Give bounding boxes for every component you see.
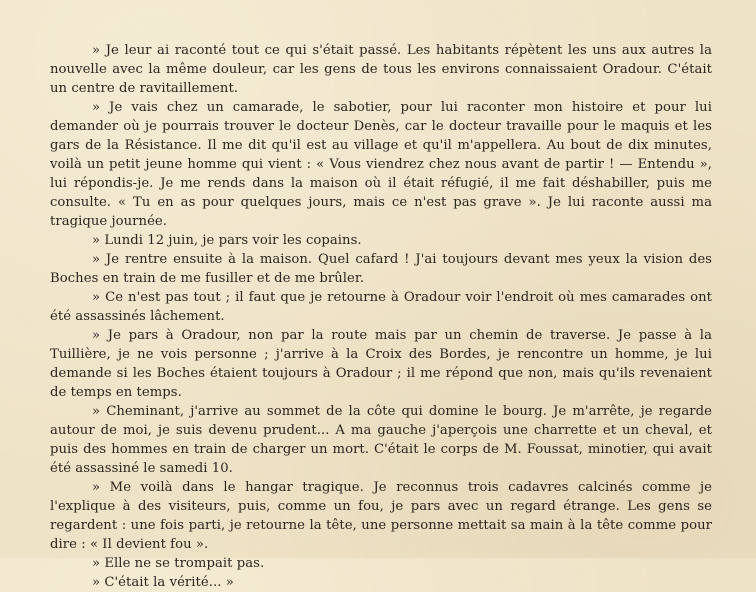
paragraph-4: » Je rentre ensuite à la maison. Quel cafard ! J'ai toujours devant mes yeux la vision des Boches en train de me fusiller et de me brûler.	[50, 252, 712, 286]
paragraph-7: » Cheminant, j'arrive au sommet de la côte qui domine le bourg. Je m'arrête, je regarde autour de moi, je suis devenu prudent... A ma gauche j'aperçois une charrette et un cheval, et puis des hommes en train de charger un mort. C'était le corps de M. Foussat, minotier, qui avait été assassiné le samedi 10.	[50, 404, 712, 476]
paragraph-10: » C'était la vérité... »	[92, 575, 234, 590]
paragraph-1: » Je leur ai raconté tout ce qui s'était passé. Les habitants répètent les uns aux autres la nouvelle avec la même douleur, car les gens de tous les environs connaissaient Oradour. C'était un centre de ravitaillement.	[50, 43, 712, 96]
paragraph-6: » Je pars à Oradour, non par la route mais par un chemin de traverse. Je passe à la Tuillière, je ne vois personne ; j'arrive à la Croix des Bordes, je rencontre un homme, je lui demande si les Boches étaient toujours à Oradour ; il me répond que non, mais qu'ils revenaient de temps en temps.	[50, 328, 712, 400]
paragraph-8: » Me voilà dans le hangar tragique. Je reconnus trois cadavres calcinés comme je l'explique à des visiteurs, puis, comme un fou, je pars avec un regard étrange. Les gens se regardent : une fois parti, je retourne la tête, une personne mettait sa main à la tête comme pour dire : « Il devient fou ».	[50, 480, 712, 552]
paragraph-5: » Ce n'est pas tout ; il faut que je retourne à Oradour voir l'endroit où mes camarades ont été assassinés lâchement.	[50, 290, 712, 324]
paragraph-2: » Je vais chez un camarade, le sabotier, pour lui raconter mon histoire et pour lui demander où je pourrais trouver le docteur Denès, car le docteur travaille pour le maquis et les gars de la Résistance. Il me dit qu'il est au village et qu'il m'appellera. Au bout de dix minutes, voilà un petit jeune homme qui vient : « Vous viendrez chez nous avant de partir ! — Entendu », lui répondis-je. Je me rends dans la maison où il était réfugié, il me fait déshabiller, puis me consulte. « Tu en as pour quelques jours, mais ce n'est pas grave ». Je lui raconte aussi ma tragique journée.	[50, 100, 712, 229]
paragraph-9: » Elle ne se trompait pas.	[92, 556, 265, 571]
paragraph-3: » Lundi 12 juin, je pars voir les copains.	[92, 233, 362, 248]
document-body	[50, 41, 712, 592]
